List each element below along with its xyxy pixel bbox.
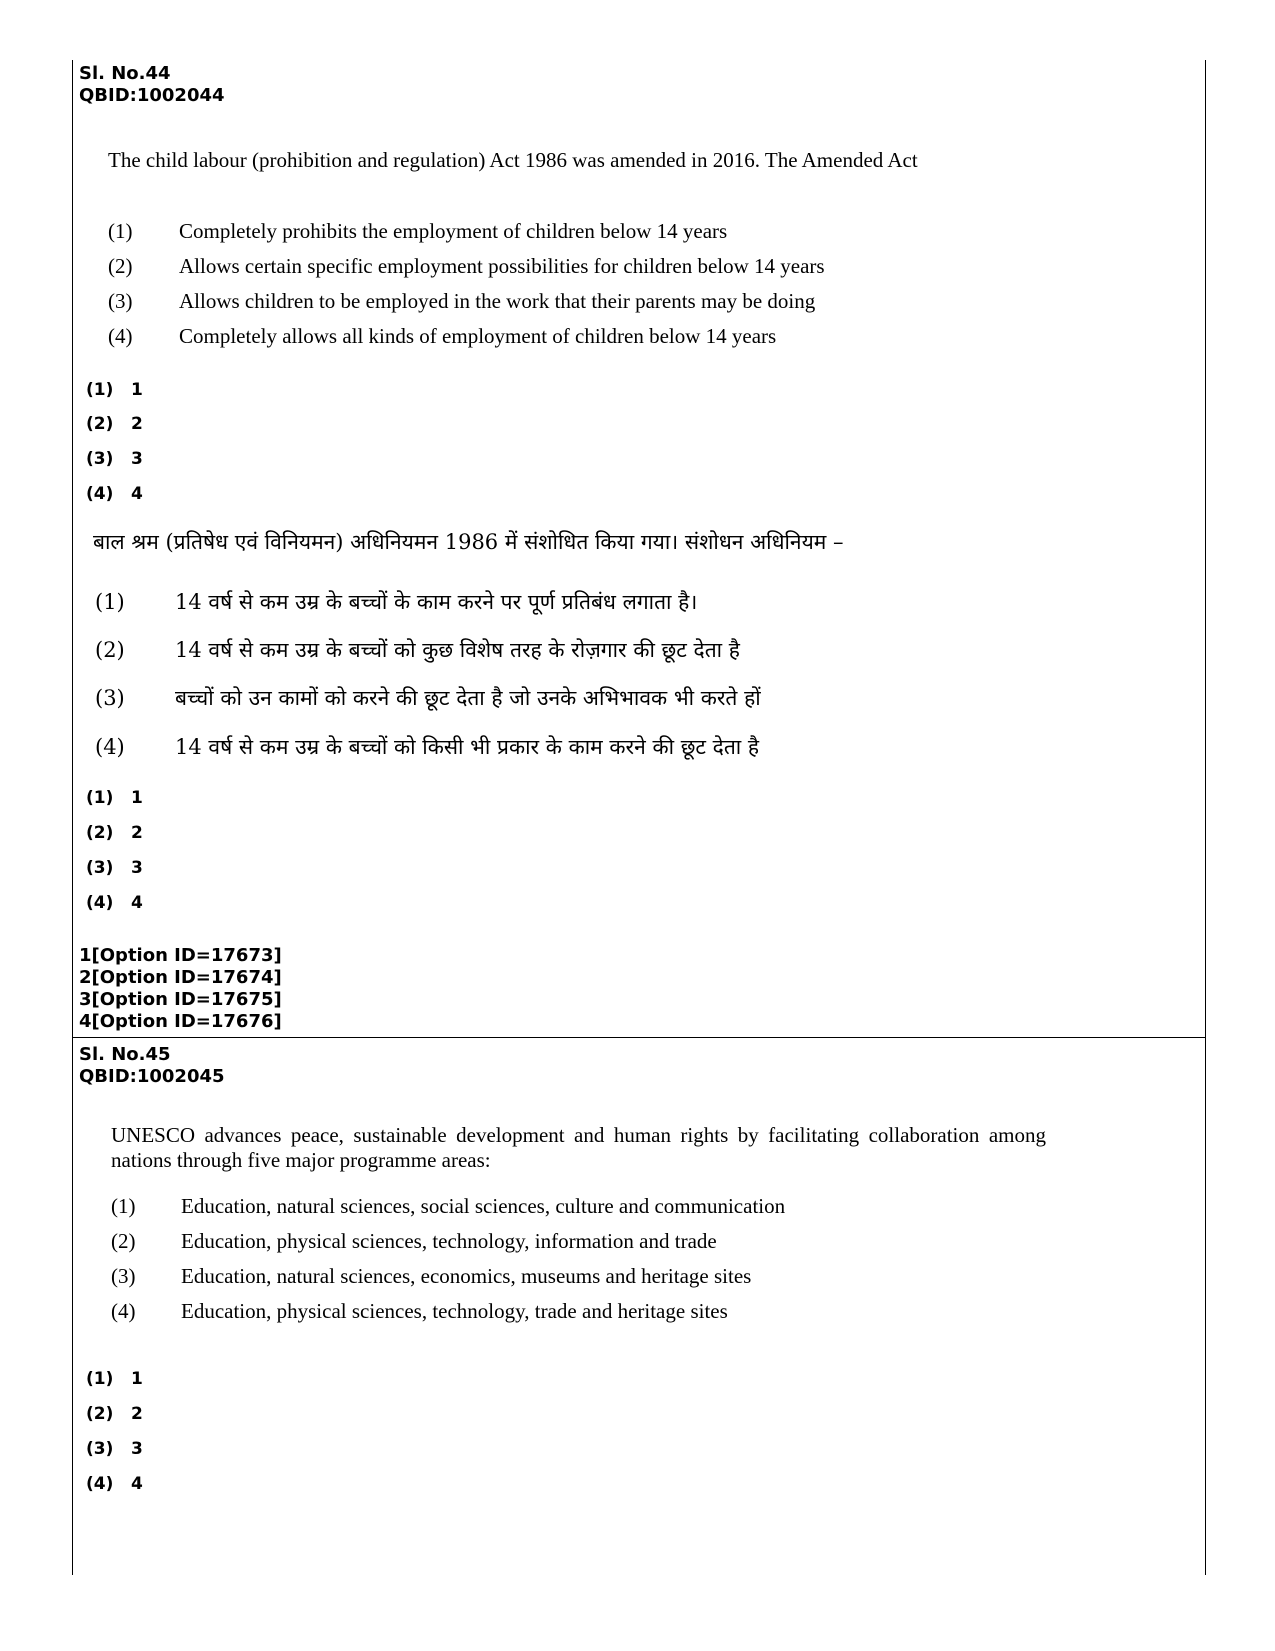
q44-answer-hi-2[interactable]	[86, 823, 143, 843]
q44-qbid: QBID:1002044	[79, 85, 225, 106]
option-number: (3)	[108, 289, 133, 313]
option-text: Education, physical sciences, technology, trade and heritage sites	[181, 1299, 728, 1323]
q44-sl-no: Sl. No.44	[79, 63, 171, 84]
answer-label: (1)	[86, 380, 114, 400]
option-number: (4)	[108, 324, 133, 348]
q45-answer-en-4[interactable]	[86, 1474, 143, 1494]
answer-label: (2)	[86, 823, 114, 843]
option-text: Education, natural sciences, social sciences, culture and communication	[181, 1194, 786, 1218]
option-number: (1)	[108, 219, 133, 243]
answer-value: 2	[131, 1404, 143, 1424]
page-left-border	[72, 60, 73, 1575]
question-divider	[72, 1037, 1206, 1038]
q45-qbid: QBID:1002045	[79, 1066, 225, 1087]
answer-label: (4)	[86, 484, 114, 504]
option-number: (3)	[111, 1264, 136, 1288]
q44-answer-hi-3[interactable]	[86, 858, 143, 878]
answer-label: (4)	[86, 893, 114, 913]
option-id-2: 2[Option ID=17674]	[79, 967, 282, 988]
option-text: 14 वर्ष से कम उम्र के बच्चों को कुछ विशेष तरह के रोज़गार की छूट देता है	[175, 638, 740, 662]
option-number: (1)	[111, 1194, 136, 1218]
q44-header	[79, 63, 1199, 107]
q44-question-en: The child labour (prohibition and regulation) Act 1986 was amended in 2016. The Amended Act	[108, 148, 918, 172]
option-text: 14 वर्ष से कम उम्र के बच्चों को किसी भी प्रकार के काम करने की छूट देता है	[175, 735, 760, 759]
q44-answer-hi-4[interactable]	[86, 893, 143, 913]
answer-value: 3	[131, 858, 143, 878]
answer-value: 4	[131, 484, 143, 504]
q45-question-en: UNESCO advances peace, sustainable development and human rights by facilitating collaboration among nations through five major programme areas:	[111, 1123, 1046, 1172]
option-text: Education, physical sciences, technology, information and trade	[181, 1229, 717, 1253]
option-number: (1)	[95, 590, 125, 614]
option-number: (4)	[111, 1299, 136, 1323]
option-text: Education, natural sciences, economics, museums and heritage sites	[181, 1264, 752, 1288]
q44-answer-en-3[interactable]	[86, 449, 143, 469]
answer-value: 3	[131, 1439, 143, 1459]
answer-value: 2	[131, 823, 143, 843]
answer-value: 1	[131, 1369, 143, 1389]
option-text: बच्चों को उन कामों को करने की छूट देता है जो उनके अभिभावक भी करते हों	[175, 686, 761, 710]
option-text: Completely allows all kinds of employment of children below 14 years	[179, 324, 777, 348]
q45-answer-en-3[interactable]	[86, 1439, 143, 1459]
q45-header	[79, 1044, 1199, 1088]
option-number: (4)	[95, 735, 125, 759]
answer-value: 4	[131, 893, 143, 913]
option-id-1: 1[Option ID=17673]	[79, 945, 282, 966]
option-id-4: 4[Option ID=17676]	[79, 1011, 282, 1032]
answer-label: (1)	[86, 1369, 114, 1389]
option-text: 14 वर्ष से कम उम्र के बच्चों के काम करने पर पूर्ण प्रतिबंध लगाता है।	[175, 590, 698, 614]
answer-label: (3)	[86, 449, 114, 469]
q44-question-hi: बाल श्रम (प्रतिषेध एवं विनियमन) अधिनियमन 1986 में संशोधित किया गया। संशोधन अधिनियम –	[93, 530, 844, 554]
q45-sl-no: Sl. No.45	[79, 1044, 171, 1065]
q44-answer-en-2[interactable]	[86, 414, 143, 434]
answer-value: 1	[131, 788, 143, 808]
q44-option-ids	[79, 945, 282, 1033]
option-number: (2)	[108, 254, 133, 278]
option-id-3: 3[Option ID=17675]	[79, 989, 282, 1010]
option-text: Allows children to be employed in the work that their parents may be doing	[179, 289, 816, 313]
q45-answer-en-1[interactable]	[86, 1369, 143, 1389]
answer-label: (3)	[86, 858, 114, 878]
option-text: Allows certain specific employment possibilities for children below 14 years	[179, 254, 825, 278]
answer-value: 2	[131, 414, 143, 434]
option-number: (3)	[95, 686, 125, 710]
q44-answer-en-1[interactable]	[86, 380, 143, 400]
answer-label: (3)	[86, 1439, 114, 1459]
answer-label: (2)	[86, 414, 114, 434]
q45-answer-en-2[interactable]	[86, 1404, 143, 1424]
answer-label: (4)	[86, 1474, 114, 1494]
answer-label: (1)	[86, 788, 114, 808]
q44-answer-hi-1[interactable]	[86, 788, 143, 808]
answer-value: 4	[131, 1474, 143, 1494]
option-number: (2)	[95, 638, 125, 662]
answer-label: (2)	[86, 1404, 114, 1424]
option-text: Completely prohibits the employment of children below 14 years	[179, 219, 728, 243]
answer-value: 3	[131, 449, 143, 469]
answer-value: 1	[131, 380, 143, 400]
page-right-border	[1205, 60, 1206, 1575]
option-number: (2)	[111, 1229, 136, 1253]
q44-answer-en-4[interactable]	[86, 484, 143, 504]
